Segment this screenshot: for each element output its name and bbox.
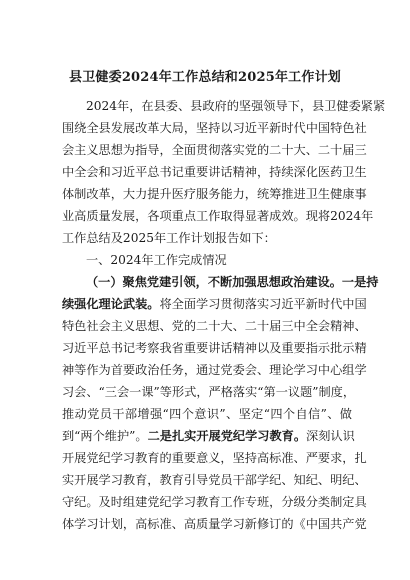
key-point-2: 二是扎实开展党纪学习教育。 [147, 429, 307, 443]
subsection-1-line-2 [62, 296, 367, 312]
subsection-1-line-2-text: 将全面学习贯彻落实习近平新时代中国 [159, 297, 367, 311]
subsection-heading-1: （一）聚焦党建引领，不断加强思想政治建设。一是持 [86, 275, 379, 289]
body-line-3: 神等作为首要政治任务，通过党委会、理论学习中心组学 [62, 363, 367, 377]
intro-line-2: 围绕全县发展改革大局，坚持以习近平新时代中国特色社 [62, 121, 367, 135]
body-line-1: 特色社会主义思想、党的二十大、二十届三中全会精神、 [62, 319, 367, 333]
intro-line-6: 业高质量发展，各项重点工作取得显著成效。现将2024年 [62, 209, 374, 223]
body-line-9: 守纪。及时组建党纪学习教育工作专班，分级分类制定具 [62, 495, 367, 509]
intro-line-3: 会主义思想为指导，全面贯彻落实党的二十大、二十届三 [62, 143, 367, 157]
body-line-5: 推动党员干部增强“四个意识”、坚定“四个自信”、做 [62, 407, 352, 421]
intro-line-5: 体制改革，大力提升医疗服务能力，统筹推进卫生健康事 [62, 187, 367, 201]
section-heading-1: 一、2024年工作完成情况 [86, 253, 227, 267]
body-line-6-end: 深刻认识 [306, 429, 355, 443]
key-point-1: 续强化理论武装。 [62, 297, 160, 311]
intro-line-4: 中全会和习近平总书记重要讲话精神，持续深化医药卫生 [62, 165, 367, 179]
body-line-8: 实开展学习教育，教育引导党员干部学纪、知纪、明纪、 [62, 473, 367, 487]
body-line-7: 开展党纪学习教育的重要意义，坚持高标准、严要求，扎 [62, 451, 367, 465]
document-title: 县卫健委2024年工作总结和2025年工作计划 [69, 70, 341, 85]
intro-line-7: 工作总结及2025年工作计划报告如下： [62, 231, 276, 245]
intro-line-1: 2024年，在县委、县政府的坚强领导下，县卫健委紧紧 [86, 99, 386, 113]
body-line-6 [62, 428, 355, 444]
body-line-10: 体学习计划，高标准、高质量学习新修订的《中国共产党 [62, 517, 367, 531]
body-line-2: 习近平总书记考察我省重要讲话精神以及重要指示批示精 [62, 341, 367, 355]
body-line-4: 习会、“三会一课”等形式，严格落实“第一议题”制度， [62, 385, 356, 399]
body-line-6-start: 到“两个维护”。 [62, 429, 148, 443]
